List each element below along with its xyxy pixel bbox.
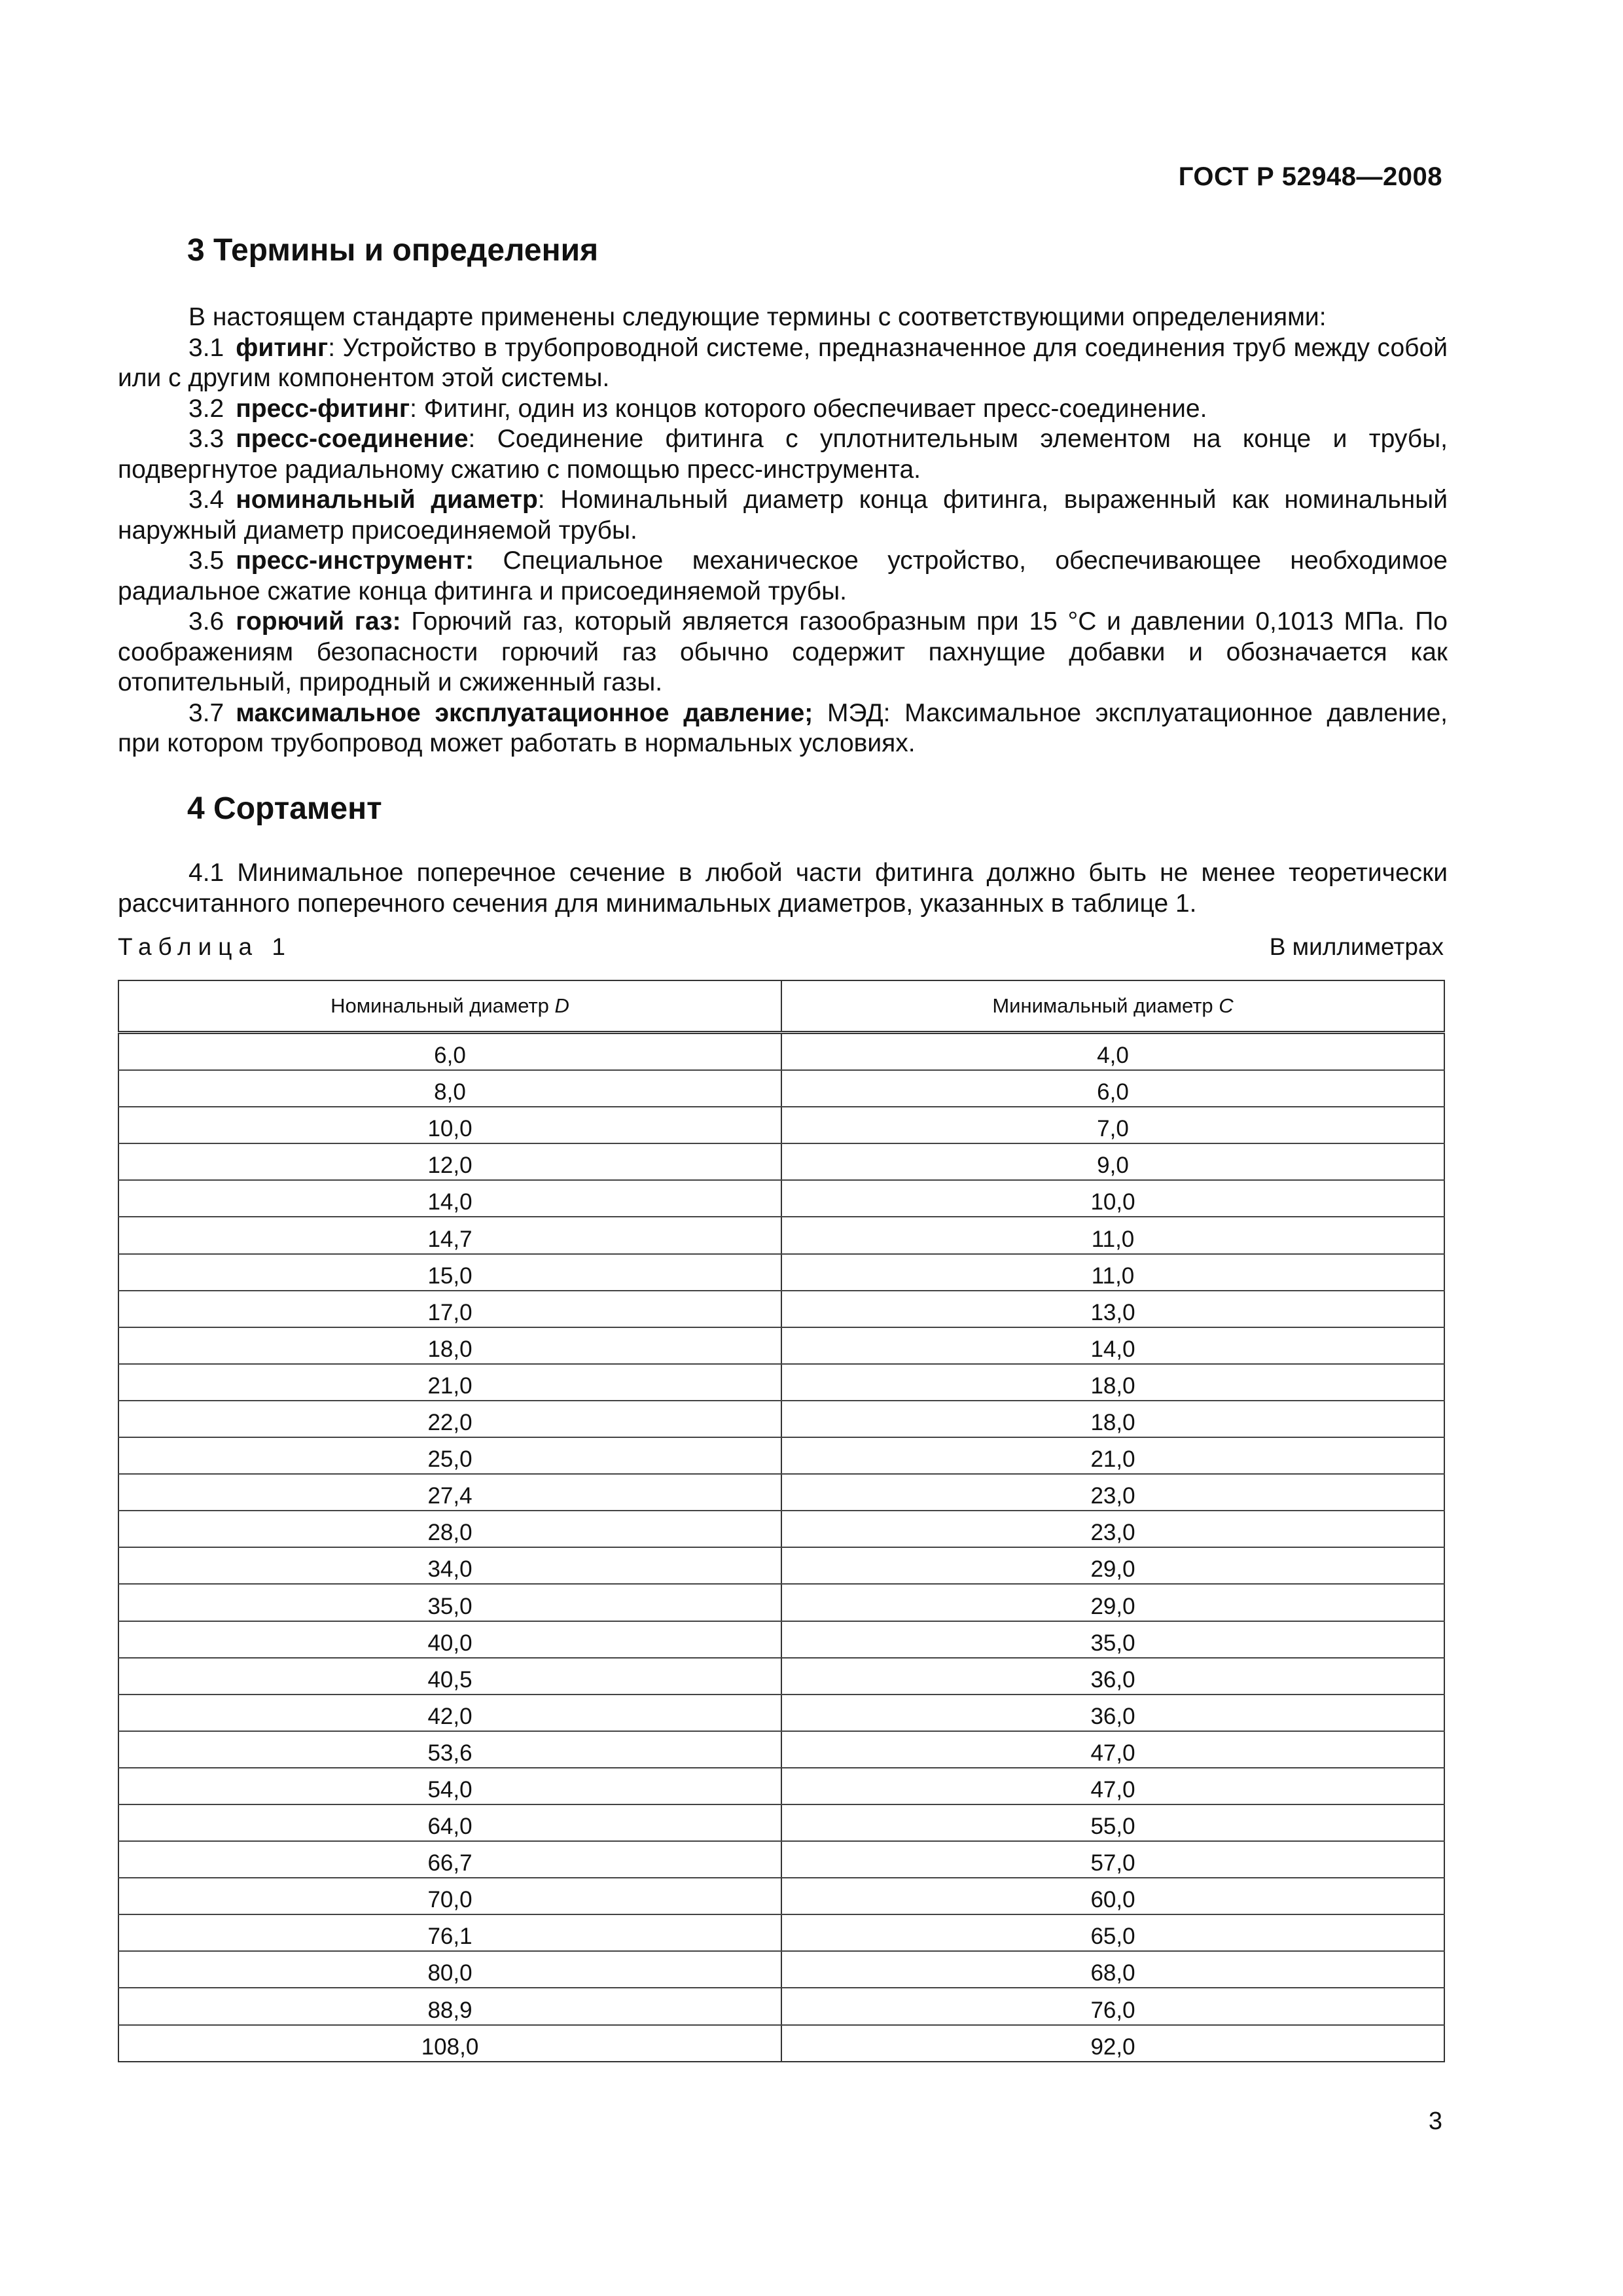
table-row — [118, 1621, 1444, 1658]
term-definition — [118, 394, 1448, 425]
cell-nominal-diameter: 108,0 — [118, 2025, 781, 2062]
cell-minimal-diameter: 55,0 — [781, 1804, 1444, 1841]
cell-nominal-diameter: 88,9 — [118, 1988, 781, 2024]
term-text: Устройство в трубопроводной системе, предназначенное для соединения труб между собой или с другим компонентом этой системы. — [118, 333, 1448, 392]
cell-nominal-diameter: 21,0 — [118, 1364, 781, 1401]
table-row — [118, 1731, 1444, 1768]
term-number: 3.3 — [188, 425, 224, 453]
table-row — [118, 1804, 1444, 1841]
term-name: горючий газ: — [236, 607, 401, 636]
cell-minimal-diameter: 11,0 — [781, 1217, 1444, 1253]
table-row — [118, 1988, 1444, 2024]
cell-nominal-diameter: 15,0 — [118, 1254, 781, 1291]
cell-nominal-diameter: 34,0 — [118, 1547, 781, 1584]
table-row — [118, 1401, 1444, 1437]
cell-minimal-diameter: 6,0 — [781, 1070, 1444, 1107]
cell-nominal-diameter: 22,0 — [118, 1401, 781, 1437]
term-separator: : — [468, 425, 476, 453]
cell-minimal-diameter: 10,0 — [781, 1180, 1444, 1217]
section-4-paragraph: 4.1 Минимальное поперечное сечение в любой части фитинга должно быть не менее теоретически рассчитанного поперечного сечения для минимальных диаметров, указанных в таблице 1. — [118, 859, 1448, 918]
table-row — [118, 1914, 1444, 1951]
terms-list — [118, 333, 1448, 759]
cell-nominal-diameter: 42,0 — [118, 1695, 781, 1731]
term-name: максимальное эксплуатационное давление; — [236, 698, 813, 727]
table-row — [118, 1878, 1444, 1914]
table-caption-row — [118, 933, 1444, 963]
cell-nominal-diameter: 53,6 — [118, 1731, 781, 1768]
term-text: Фитинг, один из концов которого обеспечивает пресс-соединение. — [416, 394, 1207, 423]
table-row — [118, 1291, 1444, 1327]
header-minimal-diameter: Минимальный диаметр C — [781, 980, 1444, 1033]
table-row — [118, 1511, 1444, 1547]
table-row — [118, 1695, 1444, 1731]
cell-minimal-diameter: 36,0 — [781, 1695, 1444, 1731]
cell-nominal-diameter: 27,4 — [118, 1474, 781, 1511]
cell-nominal-diameter: 54,0 — [118, 1768, 781, 1804]
section-3-intro: В настоящем стандарте применены следующие термины с соответствующими определениями: — [188, 303, 1327, 331]
table-row — [118, 1841, 1444, 1878]
term-number: 3.6 — [188, 607, 224, 636]
cell-nominal-diameter: 10,0 — [118, 1107, 781, 1143]
term-number: 3.2 — [188, 394, 224, 423]
cell-minimal-diameter: 23,0 — [781, 1511, 1444, 1547]
cell-nominal-diameter: 70,0 — [118, 1878, 781, 1914]
cell-minimal-diameter: 18,0 — [781, 1401, 1444, 1437]
term-number: 3.4 — [188, 486, 224, 514]
cell-minimal-diameter: 29,0 — [781, 1584, 1444, 1621]
term-separator: : — [410, 394, 417, 423]
cell-minimal-diameter: 57,0 — [781, 1841, 1444, 1878]
table-body — [118, 1033, 1444, 2062]
cell-minimal-diameter: 13,0 — [781, 1291, 1444, 1327]
section-4-body — [118, 858, 1448, 919]
cell-nominal-diameter: 6,0 — [118, 1033, 781, 1071]
term-text: Специальное механическое устройство, обеспечивающее необходимое радиальное сжатие конца фитинга и присоединяемой трубы. — [118, 547, 1448, 605]
table-row — [118, 1584, 1444, 1621]
table-row — [118, 1107, 1444, 1143]
table-row — [118, 1768, 1444, 1804]
cell-minimal-diameter: 47,0 — [781, 1768, 1444, 1804]
cell-nominal-diameter: 17,0 — [118, 1291, 781, 1327]
cell-nominal-diameter: 18,0 — [118, 1327, 781, 1364]
term-separator: : — [537, 486, 545, 514]
cell-minimal-diameter: 4,0 — [781, 1033, 1444, 1071]
cell-minimal-diameter: 23,0 — [781, 1474, 1444, 1511]
cell-minimal-diameter: 47,0 — [781, 1731, 1444, 1768]
cell-nominal-diameter: 40,0 — [118, 1621, 781, 1658]
term-definition — [118, 424, 1448, 485]
table-units: В миллиметрах — [1269, 933, 1444, 960]
cell-minimal-diameter: 36,0 — [781, 1658, 1444, 1695]
term-definition — [118, 698, 1448, 759]
cell-nominal-diameter: 40,5 — [118, 1658, 781, 1695]
document-id: ГОСТ Р 52948—2008 — [1178, 162, 1442, 191]
table-row — [118, 1254, 1444, 1291]
cell-nominal-diameter: 28,0 — [118, 1511, 781, 1547]
cell-minimal-diameter: 35,0 — [781, 1621, 1444, 1658]
cell-minimal-diameter: 76,0 — [781, 1988, 1444, 2024]
cell-nominal-diameter: 25,0 — [118, 1437, 781, 1474]
cell-minimal-diameter: 7,0 — [781, 1107, 1444, 1143]
term-name: пресс-инструмент: — [236, 547, 474, 575]
table-row — [118, 1658, 1444, 1695]
table-row — [118, 1327, 1444, 1364]
cell-nominal-diameter: 14,0 — [118, 1180, 781, 1217]
table-row — [118, 1951, 1444, 1988]
term-definition — [118, 485, 1448, 546]
table-row — [118, 1547, 1444, 1584]
cell-minimal-diameter: 68,0 — [781, 1951, 1444, 1988]
section-4-heading: 4 Сортамент — [187, 791, 382, 826]
term-number: 3.5 — [188, 547, 224, 575]
cell-minimal-diameter: 11,0 — [781, 1254, 1444, 1291]
term-definition — [118, 607, 1448, 698]
table-row — [118, 1033, 1444, 1071]
cell-nominal-diameter: 35,0 — [118, 1584, 781, 1621]
table-row — [118, 1217, 1444, 1253]
table-row — [118, 1070, 1444, 1107]
table-row — [118, 1180, 1444, 1217]
term-text: Номинальный диаметр конца фитинга, выраженный как номинальный наружный диаметр присоединяемой трубы. — [118, 486, 1448, 545]
cell-minimal-diameter: 92,0 — [781, 2025, 1444, 2062]
term-separator: : — [328, 333, 336, 362]
term-definition — [118, 333, 1448, 394]
cell-nominal-diameter: 14,7 — [118, 1217, 781, 1253]
cell-nominal-diameter: 80,0 — [118, 1951, 781, 1988]
term-text: Горючий газ, который является газообразным при 15 °С и давлении 0,1013 МПа. По соображениям безопасности горючий газ обычно содержит пахнущие добавки и обозначается как отопительный, природный и сжиженный газы. — [118, 607, 1448, 696]
cell-nominal-diameter: 64,0 — [118, 1804, 781, 1841]
term-name: пресс-фитинг — [236, 394, 410, 423]
term-text: Соединение фитинга с уплотнительным элементом на конце и трубы, подвергнутое радиальному сжатию с помощью пресс-инструмента. — [118, 425, 1448, 484]
cell-minimal-diameter: 21,0 — [781, 1437, 1444, 1474]
cell-minimal-diameter: 29,0 — [781, 1547, 1444, 1584]
table-row — [118, 1364, 1444, 1401]
term-number: 3.1 — [188, 333, 224, 362]
table-caption: Таблица 1 — [118, 933, 292, 960]
term-number: 3.7 — [188, 698, 224, 727]
cell-nominal-diameter: 8,0 — [118, 1070, 781, 1107]
cell-minimal-diameter: 14,0 — [781, 1327, 1444, 1364]
page-number: 3 — [1428, 2108, 1442, 2135]
cell-nominal-diameter: 12,0 — [118, 1143, 781, 1180]
table-row — [118, 1437, 1444, 1474]
term-name: пресс-соединение — [236, 425, 469, 453]
header-nominal-diameter: Номинальный диаметр D — [118, 980, 781, 1033]
cell-minimal-diameter: 60,0 — [781, 1878, 1444, 1914]
term-definition — [118, 546, 1448, 607]
table-row — [118, 2025, 1444, 2062]
section-3-body — [118, 302, 1448, 759]
cell-minimal-diameter: 9,0 — [781, 1143, 1444, 1180]
table-row — [118, 1474, 1444, 1511]
cell-nominal-diameter: 66,7 — [118, 1841, 781, 1878]
section-3-heading: 3 Термины и определения — [187, 233, 599, 268]
cell-minimal-diameter: 65,0 — [781, 1914, 1444, 1951]
term-name: фитинг — [236, 333, 329, 362]
table-row — [118, 1143, 1444, 1180]
diameter-table — [118, 980, 1445, 2062]
term-name: номинальный диаметр — [236, 486, 538, 514]
cell-nominal-diameter: 76,1 — [118, 1914, 781, 1951]
term-text: МЭД: Максимальное эксплуатационное давление, при котором трубопровод может работать в нормальных условиях. — [118, 698, 1448, 757]
cell-minimal-diameter: 18,0 — [781, 1364, 1444, 1401]
